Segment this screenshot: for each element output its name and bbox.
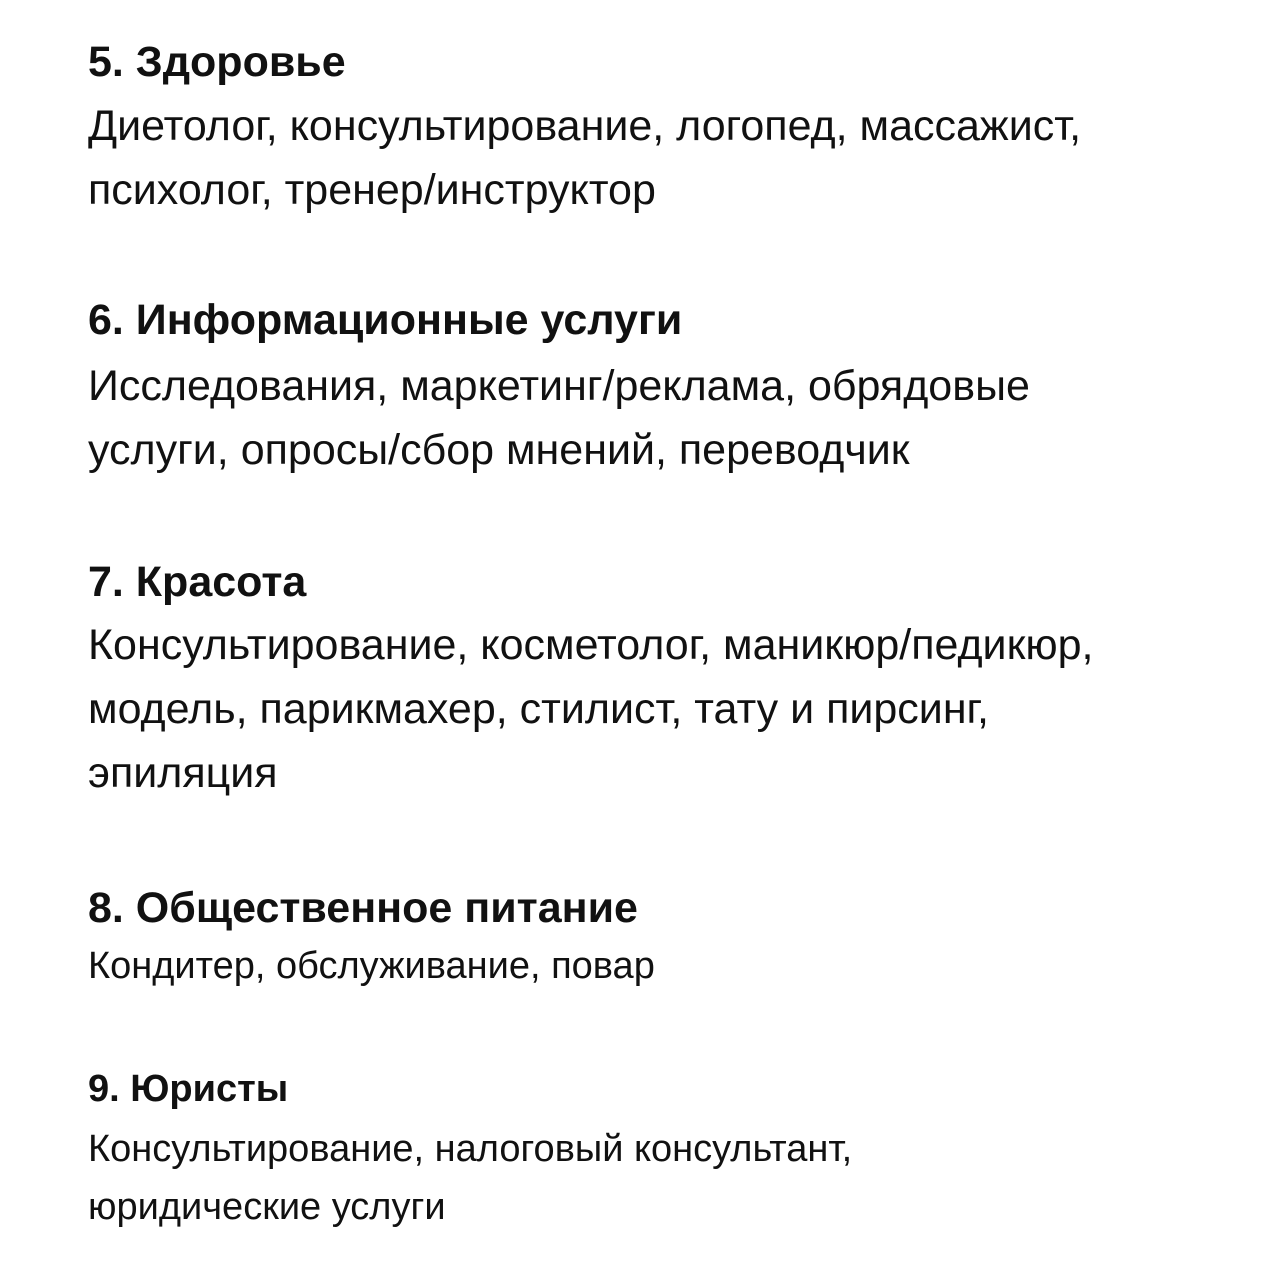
description-line: психолог, тренер/инструктор [88, 166, 656, 214]
section-information-services [88, 294, 1258, 482]
section-description [88, 1120, 1258, 1236]
section-health [88, 36, 1258, 222]
description-line: Кондитер, обслуживание, повар [88, 945, 655, 987]
section-heading: 6. Информационные услуги [88, 296, 683, 344]
description-line: юридические услуги [88, 1186, 446, 1228]
section-lawyers [88, 1064, 1258, 1236]
section-heading: 5. Здоровье [88, 38, 346, 86]
section-heading: 7. Красота [88, 558, 307, 606]
description-line: услуги, опросы/сбор мнений, переводчик [88, 426, 910, 474]
description-line: Исследования, маркетинг/реклама, обрядовые [88, 362, 1030, 410]
section-description [88, 354, 1258, 482]
section-heading: 8. Общественное питание [88, 884, 638, 932]
section-beauty [88, 556, 1258, 805]
description-line: модель, парикмахер, стилист, тату и пирсинг, [88, 685, 989, 733]
description-line: эпиляция [88, 749, 278, 797]
section-catering [88, 882, 1258, 994]
document-page [88, 0, 1258, 1280]
description-line: Консультирование, налоговый консультант, [88, 1128, 853, 1170]
section-description [88, 94, 1258, 222]
description-line: Консультирование, косметолог, маникюр/педикюр, [88, 621, 1094, 669]
section-heading: 9. Юристы [88, 1068, 289, 1110]
description-line: Диетолог, консультирование, логопед, массажист, [88, 102, 1082, 150]
section-description [88, 938, 1258, 994]
section-description [88, 613, 1258, 805]
